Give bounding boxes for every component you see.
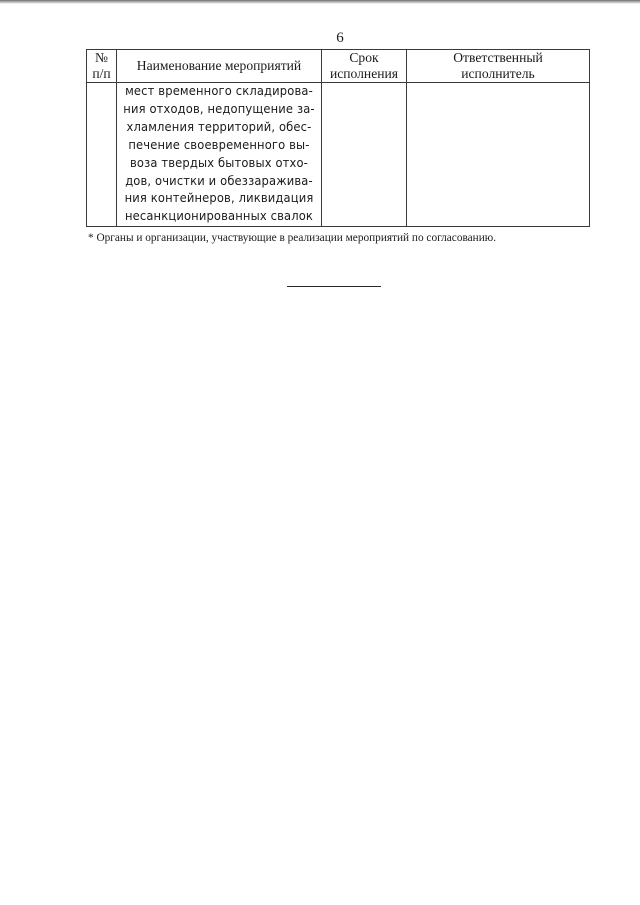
activity-text-line: ния контейнеров, ликвидация [124,191,314,207]
header-activity-name [117,50,322,83]
page-number: 6 [336,30,344,46]
cell-activity-name [117,83,322,227]
end-of-document-rule [287,286,381,287]
cell-responsible [407,83,590,227]
header-deadline-line-1: Срок [349,50,379,65]
activity-text-line: ния отходов, недопущение за- [123,101,315,117]
header-responsible-line-1: Ответственный [453,50,543,65]
header-activity-name-text: Наименование мероприятий [136,58,302,73]
activity-text-line: несанкционированных свалок [124,209,314,225]
header-number [87,50,117,83]
table-row [87,83,590,227]
scan-top-edge [0,0,640,4]
activity-text-line: печение своевременного вы- [128,137,310,153]
activity-text-line: мест временного складирова- [125,84,313,99]
activity-text-line: воза твердых бытовых отхо- [129,155,308,171]
activities-table [86,49,590,227]
cell-number [87,83,117,227]
header-responsible-line-2: исполнитель [461,66,535,81]
footnote: * Органы и организации, участвующие в реализации мероприятий по согласованию. [88,232,497,244]
header-number-line-2: п/п [92,66,111,81]
header-responsible [407,50,590,83]
table-header-row [87,50,590,83]
activity-text-line: хламления территорий, обес- [126,119,312,135]
header-deadline [322,50,407,83]
activity-text-line: дов, очистки и обеззаражива- [125,173,313,189]
header-number-line-1: № [95,50,108,65]
cell-deadline [322,83,407,227]
header-deadline-line-2: исполнения [329,66,399,81]
